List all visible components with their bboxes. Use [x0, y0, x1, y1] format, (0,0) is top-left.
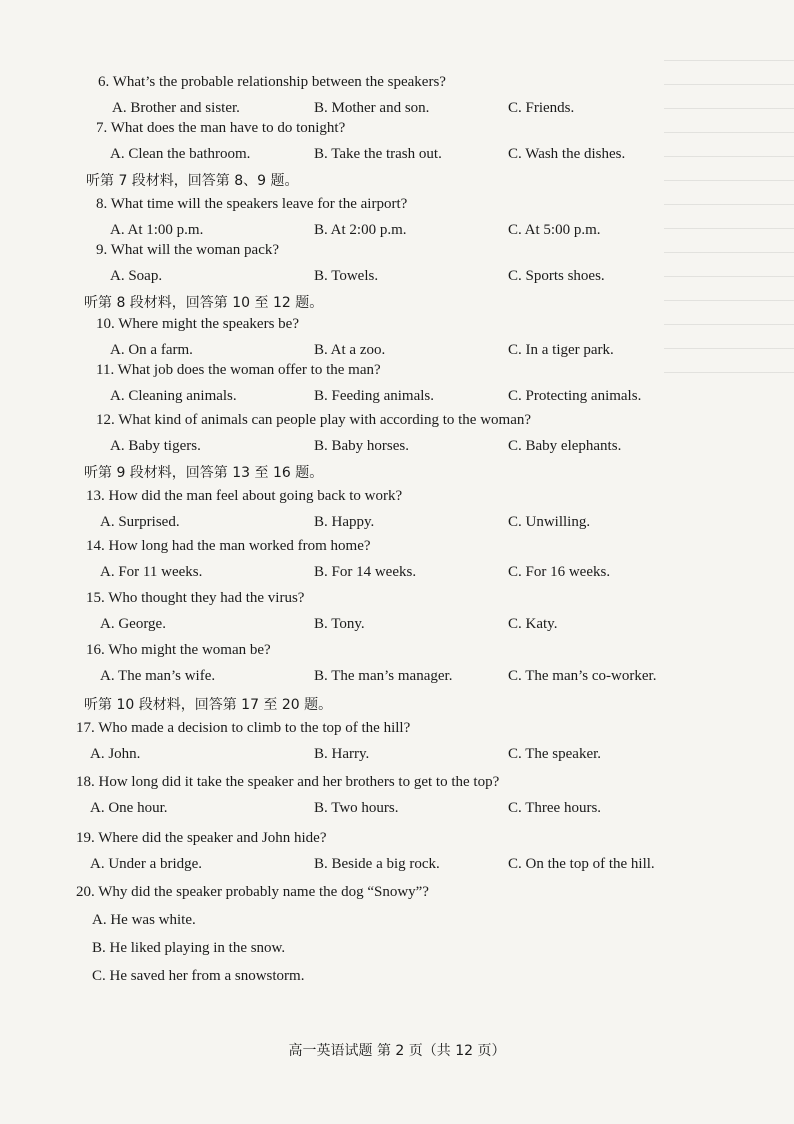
question-20-option-c: C. He saved her from a snowstorm.: [92, 968, 305, 984]
question-option-c: C. Three hours.: [508, 800, 602, 816]
question-stem: 6. What’s the probable relationship between the speakers?: [98, 74, 446, 90]
question-option-c: C. Protecting animals.: [508, 388, 642, 404]
question-option-b: B. Feeding animals.: [314, 388, 434, 404]
question-option-a: A. Cleaning animals.: [110, 388, 237, 404]
question-option-c: C. Katy.: [508, 616, 558, 632]
question-stem: 16. Who might the woman be?: [86, 642, 271, 658]
page-footer: 高一英语试题 第 2 页（共 12 页）: [288, 1043, 506, 1059]
section-instruction: 听第 8 段材料，回答第 10 至 12 题。: [84, 295, 324, 311]
question-option-a: A. Brother and sister.: [112, 100, 240, 116]
question-stem: 17. Who made a decision to climb to the top of the hill?: [76, 720, 411, 736]
question-option-c: C. The man’s co-worker.: [508, 668, 657, 684]
question-option-a: A. For 11 weeks.: [100, 564, 203, 580]
question-stem: 15. Who thought they had the virus?: [86, 590, 305, 606]
section-instruction: 听第 9 段材料，回答第 13 至 16 题。: [84, 465, 324, 481]
question-option-b: B. Two hours.: [314, 800, 399, 816]
question-option-c: C. For 16 weeks.: [508, 564, 611, 580]
question-stem: 8. What time will the speakers leave for the airport?: [96, 196, 408, 212]
question-option-c: C. Unwilling.: [508, 514, 591, 530]
question-stem: 11. What job does the woman offer to the man?: [96, 362, 381, 378]
question-stem: 14. How long had the man worked from home?: [86, 538, 371, 554]
question-stem: 10. Where might the speakers be?: [96, 316, 299, 332]
question-option-b: B. Mother and son.: [314, 100, 430, 116]
question-option-b: B. At a zoo.: [314, 342, 386, 358]
question-option-a: A. The man’s wife.: [100, 668, 216, 684]
question-option-a: A. Baby tigers.: [110, 438, 201, 454]
question-option-b: B. Happy.: [314, 514, 375, 530]
question-stem: 12. What kind of animals can people play with according to the woman?: [96, 412, 532, 428]
question-option-b: B. Towels.: [314, 268, 379, 284]
bleed-through-shadow: [664, 60, 794, 390]
question-option-c: C. Friends.: [508, 100, 575, 116]
question-stem: 9. What will the woman pack?: [96, 242, 280, 258]
question-option-b: B. Beside a big rock.: [314, 856, 440, 872]
question-option-a: A. John.: [90, 746, 141, 762]
question-option-a: A. One hour.: [90, 800, 168, 816]
question-20-stem: 20. Why did the speaker probably name the dog “Snowy”?: [76, 884, 429, 900]
question-option-a: A. Surprised.: [100, 514, 180, 530]
question-stem: 19. Where did the speaker and John hide?: [76, 830, 327, 846]
question-option-b: B. For 14 weeks.: [314, 564, 417, 580]
question-option-c: C. Sports shoes.: [508, 268, 605, 284]
question-option-a: A. At 1:00 p.m.: [110, 222, 204, 238]
question-option-a: A. Clean the bathroom.: [110, 146, 251, 162]
question-option-b: B. The man’s manager.: [314, 668, 453, 684]
question-option-c: C. Baby elephants.: [508, 438, 622, 454]
question-stem: 7. What does the man have to do tonight?: [96, 120, 346, 136]
question-option-c: C. In a tiger park.: [508, 342, 614, 358]
question-option-b: B. At 2:00 p.m.: [314, 222, 407, 238]
question-option-b: B. Take the trash out.: [314, 146, 442, 162]
question-option-c: C. On the top of the hill.: [508, 856, 655, 872]
section-instruction: 听第 10 段材料，回答第 17 至 20 题。: [84, 697, 333, 713]
question-option-a: A. Under a bridge.: [90, 856, 203, 872]
section-instruction: 听第 7 段材料，回答第 8、9 题。: [86, 173, 299, 189]
question-option-a: A. On a farm.: [110, 342, 193, 358]
question-20-option-b: B. He liked playing in the snow.: [92, 940, 286, 956]
question-option-b: B. Harry.: [314, 746, 370, 762]
question-stem: 13. How did the man feel about going back to work?: [86, 488, 403, 504]
question-20-option-a: A. He was white.: [92, 912, 196, 928]
question-stem: 18. How long did it take the speaker and her brothers to get to the top?: [76, 774, 500, 790]
question-option-b: B. Tony.: [314, 616, 365, 632]
question-option-a: A. Soap.: [110, 268, 163, 284]
question-option-a: A. George.: [100, 616, 166, 632]
question-option-c: C. At 5:00 p.m.: [508, 222, 601, 238]
question-option-c: C. The speaker.: [508, 746, 602, 762]
question-option-c: C. Wash the dishes.: [508, 146, 626, 162]
question-option-b: B. Baby horses.: [314, 438, 409, 454]
